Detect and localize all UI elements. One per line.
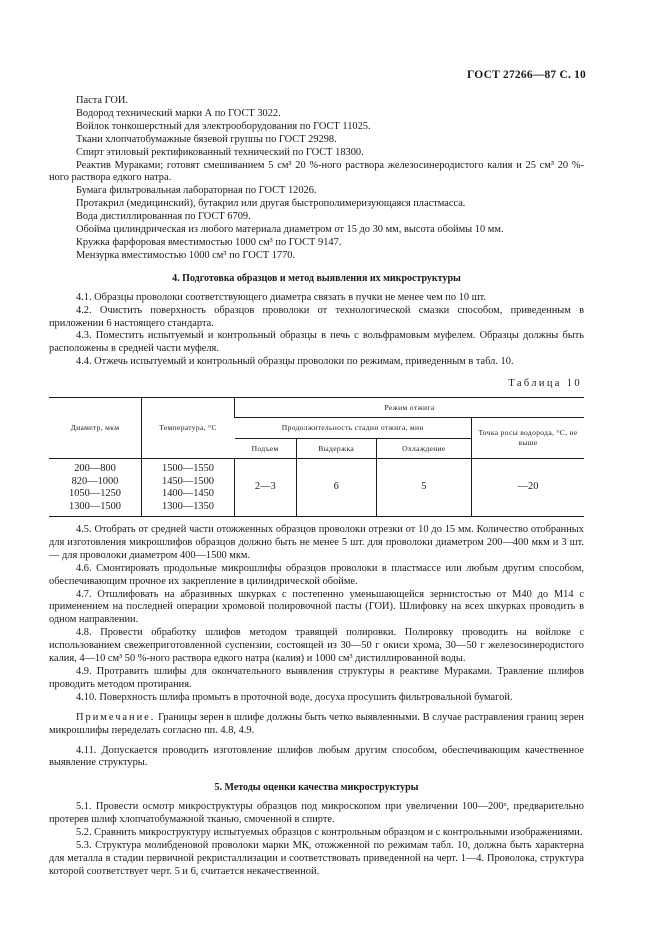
paragraph-5-1: 5.1. Провести осмотр микроструктуры образцов под микроскопом при увеличении 100—200ˣ, предварительно протерев шлиф хлопчатобумажной тканью, смоченной в спирте. (49, 801, 584, 826)
material-item: Водород технический марки А по ГОСТ 3022. (76, 107, 281, 119)
paragraph-4-4: 4.4. Отжечь испытуемый и контрольный образцы проволоки по режимам, приведенным в табл. 10. (76, 356, 514, 368)
material-item: Кружка фарфоровая вместимостью 1000 см³ по ГОСТ 9147. (76, 236, 342, 248)
material-item: Бумага фильтровальная лабораторная по ГОСТ 12026. (76, 185, 317, 197)
page-header: ГОСТ 27266—87 С. 10 (467, 69, 586, 81)
paragraph-5-2: 5.2. Сравнить микроструктуру испытуемых образцов с контрольным образцом и с контрольными изображениями. (76, 827, 583, 839)
material-item: Войлок тонкошерстный для электрооборудования по ГОСТ 11025. (76, 120, 371, 132)
paragraph-4-10: 4.10. Поверхность шлифа промыть в проточной воде, досуха просушить фильтровальной бумагой. (76, 691, 513, 703)
header-temperature: Температура, °С (142, 398, 235, 459)
temperature-value: 1400—1450 (162, 488, 214, 500)
header-cooling: Охлаждение (376, 439, 471, 459)
section-4-title: 4. Подготовка образцов и метод выявления их микроструктуры (172, 272, 461, 284)
materials-list (49, 95, 584, 263)
table-caption: Таблица 10 (508, 378, 582, 390)
table-row (49, 459, 584, 517)
paragraph-4-2: 4.2. Очистить поверхность образцов проволоки от технологической смазки способом, приведенным в приложении 6 настоящего стандарта. (49, 304, 584, 329)
spacer (49, 517, 584, 524)
paragraph-4-6: 4.6. Смонтировать продольные микрошлифы образцов проволоки в пластмассе или любым другим способом, обеспечивающим прочное их закрепление в цилиндрической обойме. (49, 562, 584, 587)
temperature-value: 1500—1550 (162, 463, 214, 475)
cooling-cell: 5 (376, 459, 471, 517)
header-hold: Выдержка (296, 439, 376, 459)
header-diameter: Диаметр, мкм (49, 398, 142, 459)
paragraph-4-1: 4.1. Образцы проволоки соответствующего диаметра связать в пучки не менее чем по 10 шт. (76, 291, 487, 303)
section-5-title: 5. Методы оценки качества микроструктуры (214, 782, 419, 794)
header-dew-point: Точка росы водорода, °С, не выше (472, 418, 585, 459)
paragraph-4-8: 4.8. Провести обработку шлифов методом травящей полировки. Полировку проводить на войлоке с использованием свежеприготовленной суспензии, состоящей из 30—50 г окиси хрома, 30—50 г железосинеродистого калия, 4—10 см³ 50 %-ного раствора едкого натра (калия) и 1000 см³ дистиллированной воды. (49, 627, 584, 665)
note (49, 712, 584, 738)
paragraph-5-3: 5.3. Структура молибденовой проволоки марки МК, отожженной по режимам табл. 10, должна быть характерна для металла в стадии первичной рекристаллизации и соответствовать приведенной на черт. 1—4. Проволока, структура которой соответствует черт. 5 и 6, считается некачественной. (49, 839, 584, 877)
spacer (49, 705, 584, 712)
paragraph-4-11: 4.11. Допускается проводить изготовление шлифов любым другим способом, обеспечивающим качественное выявление структуры. (49, 744, 584, 769)
material-item: Спирт этиловый ректификованный технический по ГОСТ 18300. (76, 146, 364, 158)
hold-cell: 6 (296, 459, 376, 517)
note-text: Границы зерен в шлифе должны быть четко выявленными. В случае растравления границ зерен микрошлифы переделать согласно пп. 4.8, 4.9. (49, 711, 584, 736)
material-item: Обойма цилиндрическая из любого материала диаметром от 15 до 30 мм, высота обоймы 10 мм. (76, 224, 504, 236)
material-item: Мензурка вместимостью 1000 см³ по ГОСТ 1770. (76, 249, 296, 261)
material-item: Вода дистиллированная по ГОСТ 6709. (76, 211, 251, 223)
diameter-value: 1300—1500 (69, 500, 121, 512)
temperature-value: 1300—1350 (162, 500, 214, 512)
header-rise: Подъем (235, 439, 297, 459)
header-stage-duration: Продолжительность стадии отжига, мин (235, 418, 472, 439)
material-item: Паста ГОИ. (76, 95, 128, 106)
diameter-value: 1050—1250 (69, 488, 121, 500)
spacer (49, 738, 584, 745)
paragraph-4-9: 4.9. Протравить шлифы для окончательного выявления структуры в реактиве Мураками. Травление шлифов проводить методом протирания. (49, 666, 584, 690)
material-item: Реактив Мураками; готовят смешиванием 5 см³ 20 %-ного раствора железосинеродистого калия и 25 см³ 20 %-ного раствора едкого натра. (49, 159, 584, 184)
diameter-value: 820—1000 (71, 475, 119, 487)
temperature-cell (142, 459, 235, 517)
rise-cell: 2—3 (235, 459, 297, 517)
annealing-table (49, 397, 584, 517)
paragraph-4-3: 4.3. Поместить испытуемый и контрольный образцы в печь с вольфрамовым муфелем. Образцы должны быть расположены в средней части муфеля. (49, 330, 584, 355)
paragraph-4-7: 4.7. Отшлифовать на абразивных шкурках с постепенно уменьшающейся зернистостью от М40 до М14 с применением на последней операции хромовой полировочной пасты (ГОИ). Шлифовку на всех шкурках проводить в одном направлении. (49, 588, 584, 626)
material-item: Ткани хлопчатобумажные бязевой группы по ГОСТ 29298. (76, 133, 337, 145)
note-label: Примечание. (76, 711, 156, 723)
temperature-value: 1450—1500 (162, 475, 214, 487)
material-item: Протакрил (медицинский), бутакрил или другая быстрополимеризующаяся пластмасса. (76, 198, 466, 210)
diameter-value: 200—800 (74, 463, 116, 475)
diameter-cell (49, 459, 142, 517)
header-annealing-mode: Режим отжига (235, 398, 585, 418)
page-content (49, 95, 584, 879)
paragraph-4-5: 4.5. Отобрать от средней части отожженных образцов проволоки отрезки от 10 до 15 мм. Количество отобранных для изготовления микрошлифов образцов должно быть не менее 5 шт. для проволоки диаметром 200—400 мкм и 3 шт. — для проволоки диаметром 400—1500 мкм. (49, 524, 584, 561)
dew-point-cell: —20 (472, 459, 585, 517)
